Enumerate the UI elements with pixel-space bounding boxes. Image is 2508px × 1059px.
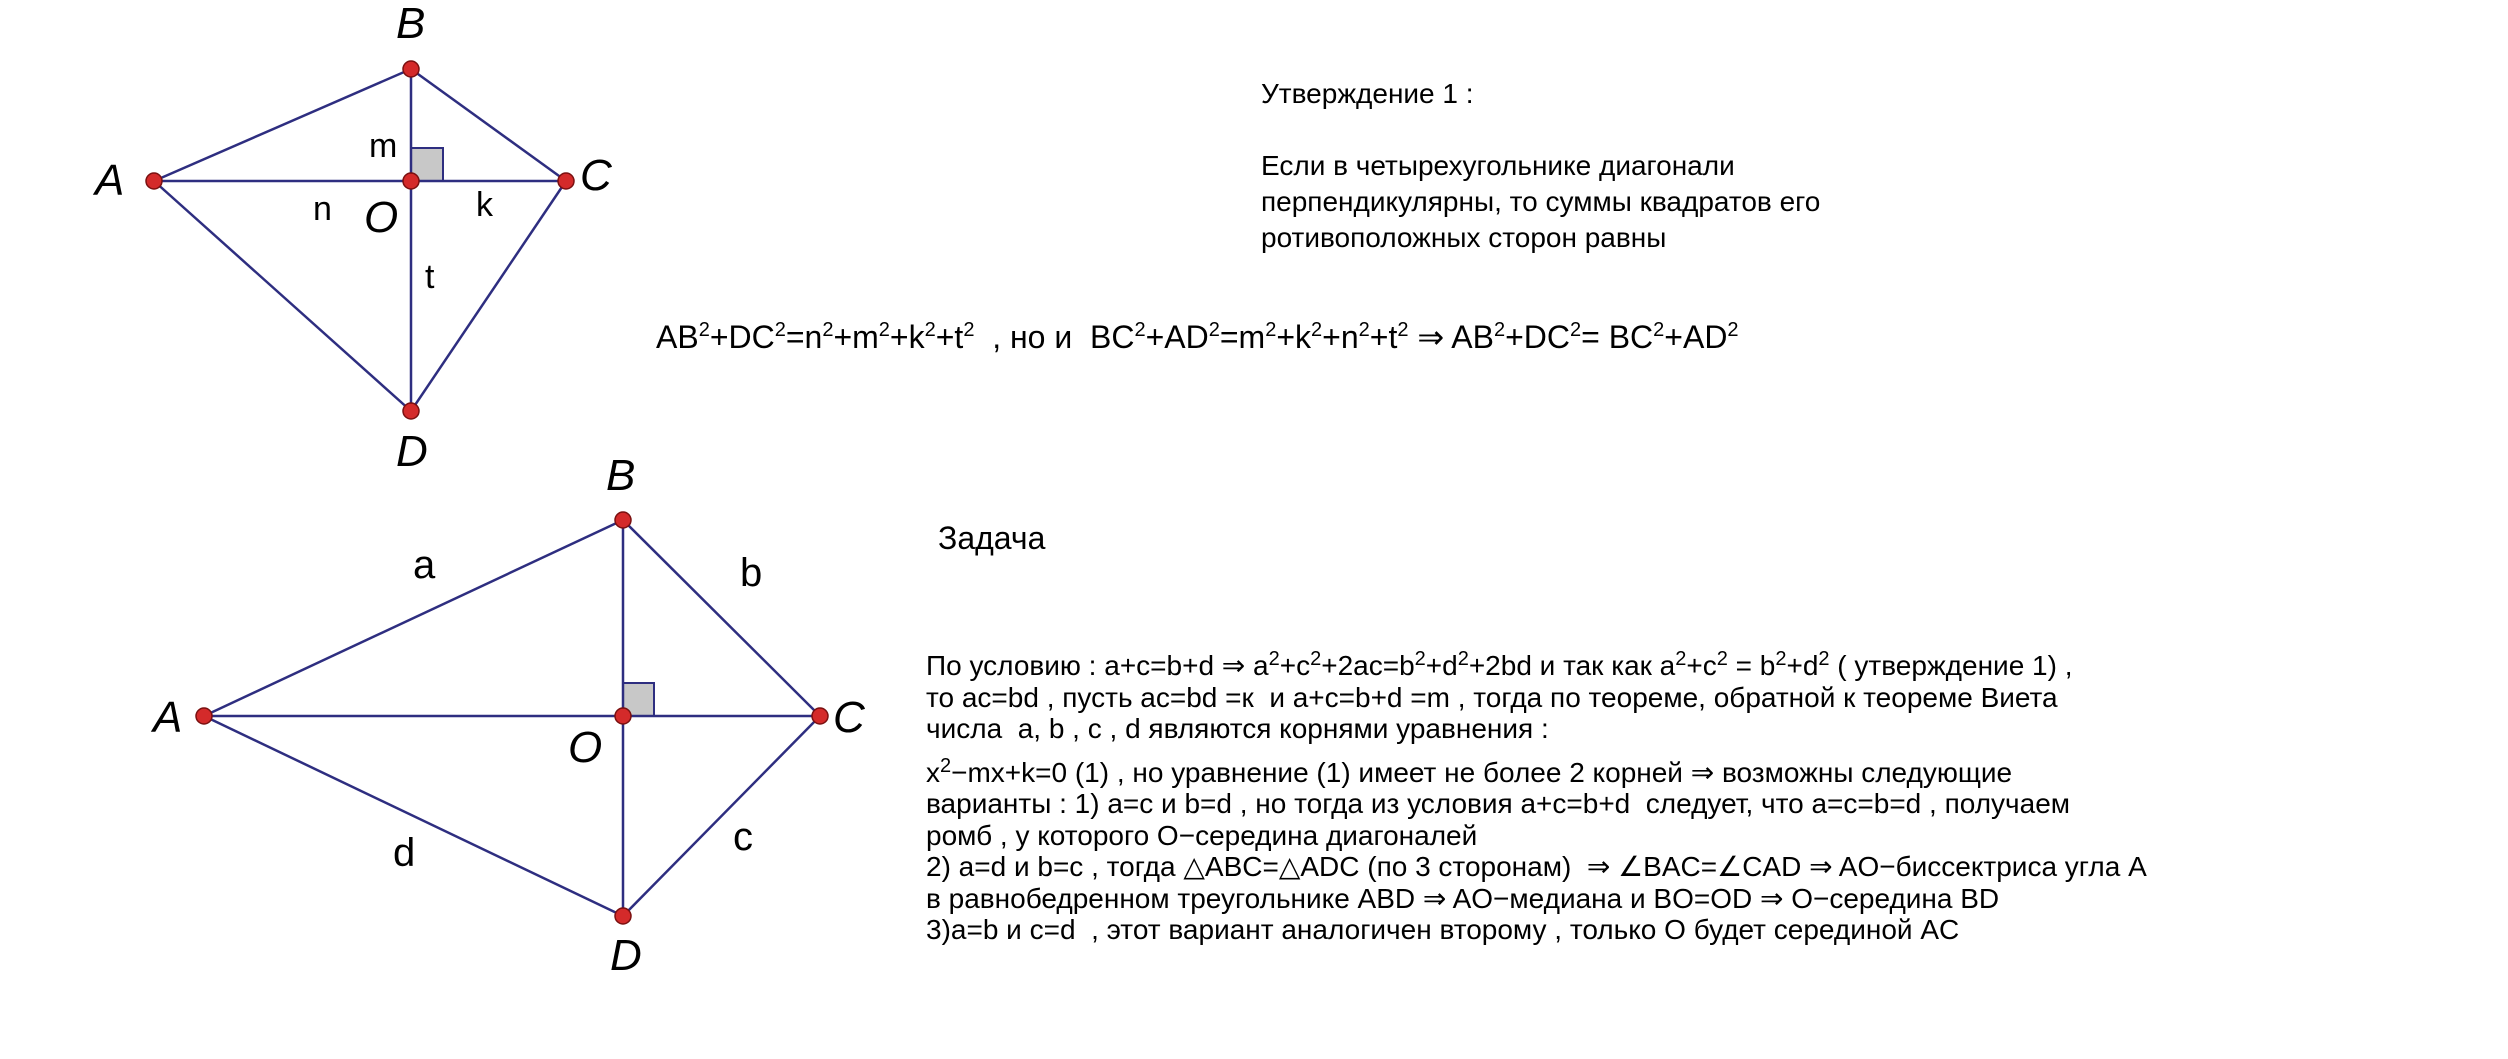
figure1-label-n: n: [313, 190, 332, 228]
statement-line: ротивоположных сторон равны: [1261, 222, 1667, 253]
figure2-label-b: B: [606, 451, 636, 500]
task-line-1: По условию : a+c=b+d ⇒ $a^2+c^2+2ac=b^2+d^2+2bd$ и так как $a^2+c^2 = b^2+d^2$ ( утверждение 1) ,: [926, 648, 2073, 681]
statement-title: Утверждение 1 :: [1261, 78, 1474, 109]
figure1-label-o: O: [364, 193, 399, 242]
task-line-5: варианты : 1) a=c и b=d , но тогда из условия a+c=b+d следует, что a=c=b=d , получаем: [926, 788, 2071, 819]
figure2-label-side-d: d: [393, 831, 416, 875]
figure2-point-d: [615, 908, 631, 924]
figure2-label-side-c: c: [733, 815, 753, 859]
figure2-side-cd: [623, 716, 820, 916]
figure2-label-side-a: a: [413, 543, 436, 587]
statement-line: Если в четырехугольнике диагонали: [1261, 150, 1735, 181]
figure1-point-c: [558, 173, 574, 189]
figure1-label-t: t: [425, 258, 435, 296]
sum-of-squares-formula: $AB^2+DC^2=n^2+m^2+k^2+t^2$ , но и $BC^2+AD^2=m^2+k^2+n^2+t^2$ ⇒ $AB^2+DC^2= BC^2+AD^2$: [656, 319, 1739, 355]
figure1: [92, 0, 613, 476]
figure2-point-b: [615, 512, 631, 528]
figure1-label-a: A: [95, 156, 125, 205]
figure1-point-b: [403, 61, 419, 77]
figure2-label-a: A: [153, 693, 183, 742]
figure1-label-d: D: [396, 427, 428, 476]
figure2-label-o: O: [568, 723, 603, 772]
figure1-point-o: [403, 173, 419, 189]
figure2: [150, 451, 866, 980]
task-line-6: ромб , у которого O−середина диагоналей: [926, 819, 1478, 851]
figure1-point-a: [146, 173, 162, 189]
figure2-label-d: D: [610, 931, 642, 980]
task-line-7: 2) a=d и b=c , тогда △ABC=△ADC (по 3 сторонам) ⇒ ∠BAC=∠CAD ⇒ AO−биссектриса угла A: [926, 851, 2147, 882]
task-line-4: $x^2-mx+k=0$ (1) , но уравнение (1) имеет не более 2 корней ⇒ возможны следующие: [926, 754, 2013, 788]
figure2-point-a: [196, 708, 212, 724]
task-line-3: числа a, b , c , d являются корнями уравнения :: [926, 713, 1549, 744]
figure1-label-c: C: [580, 151, 612, 200]
figure2-point-o: [615, 708, 631, 724]
figure1-label-b: B: [396, 0, 426, 48]
task-heading: Задача: [938, 520, 1046, 556]
task-line-8: в равнобедренном треугольнике ABD ⇒ AO−медиана и BO=OD ⇒ O−середина BD: [926, 882, 2000, 914]
figure2-label-c: C: [833, 693, 865, 742]
task-solution: [926, 644, 2147, 946]
figure1-label-k: k: [476, 186, 493, 224]
figure1-label-m: m: [369, 127, 398, 165]
figure2-label-side-b: b: [740, 551, 763, 595]
figure2-point-c: [812, 708, 828, 724]
statement-line: перпендикулярны, то суммы квадратов его: [1261, 186, 1821, 217]
figure1-point-d: [403, 403, 419, 419]
task-line-2: то ac=bd , пусть ac=bd =к и a+c=b+d =m , тогда по теореме, обратной к теореме Виета: [926, 681, 2058, 713]
figure2-side-da: [204, 716, 623, 916]
task-line-9: 3)a=b и c=d , этот вариант аналогичен второму , только O будет серединой AC: [926, 914, 1960, 945]
